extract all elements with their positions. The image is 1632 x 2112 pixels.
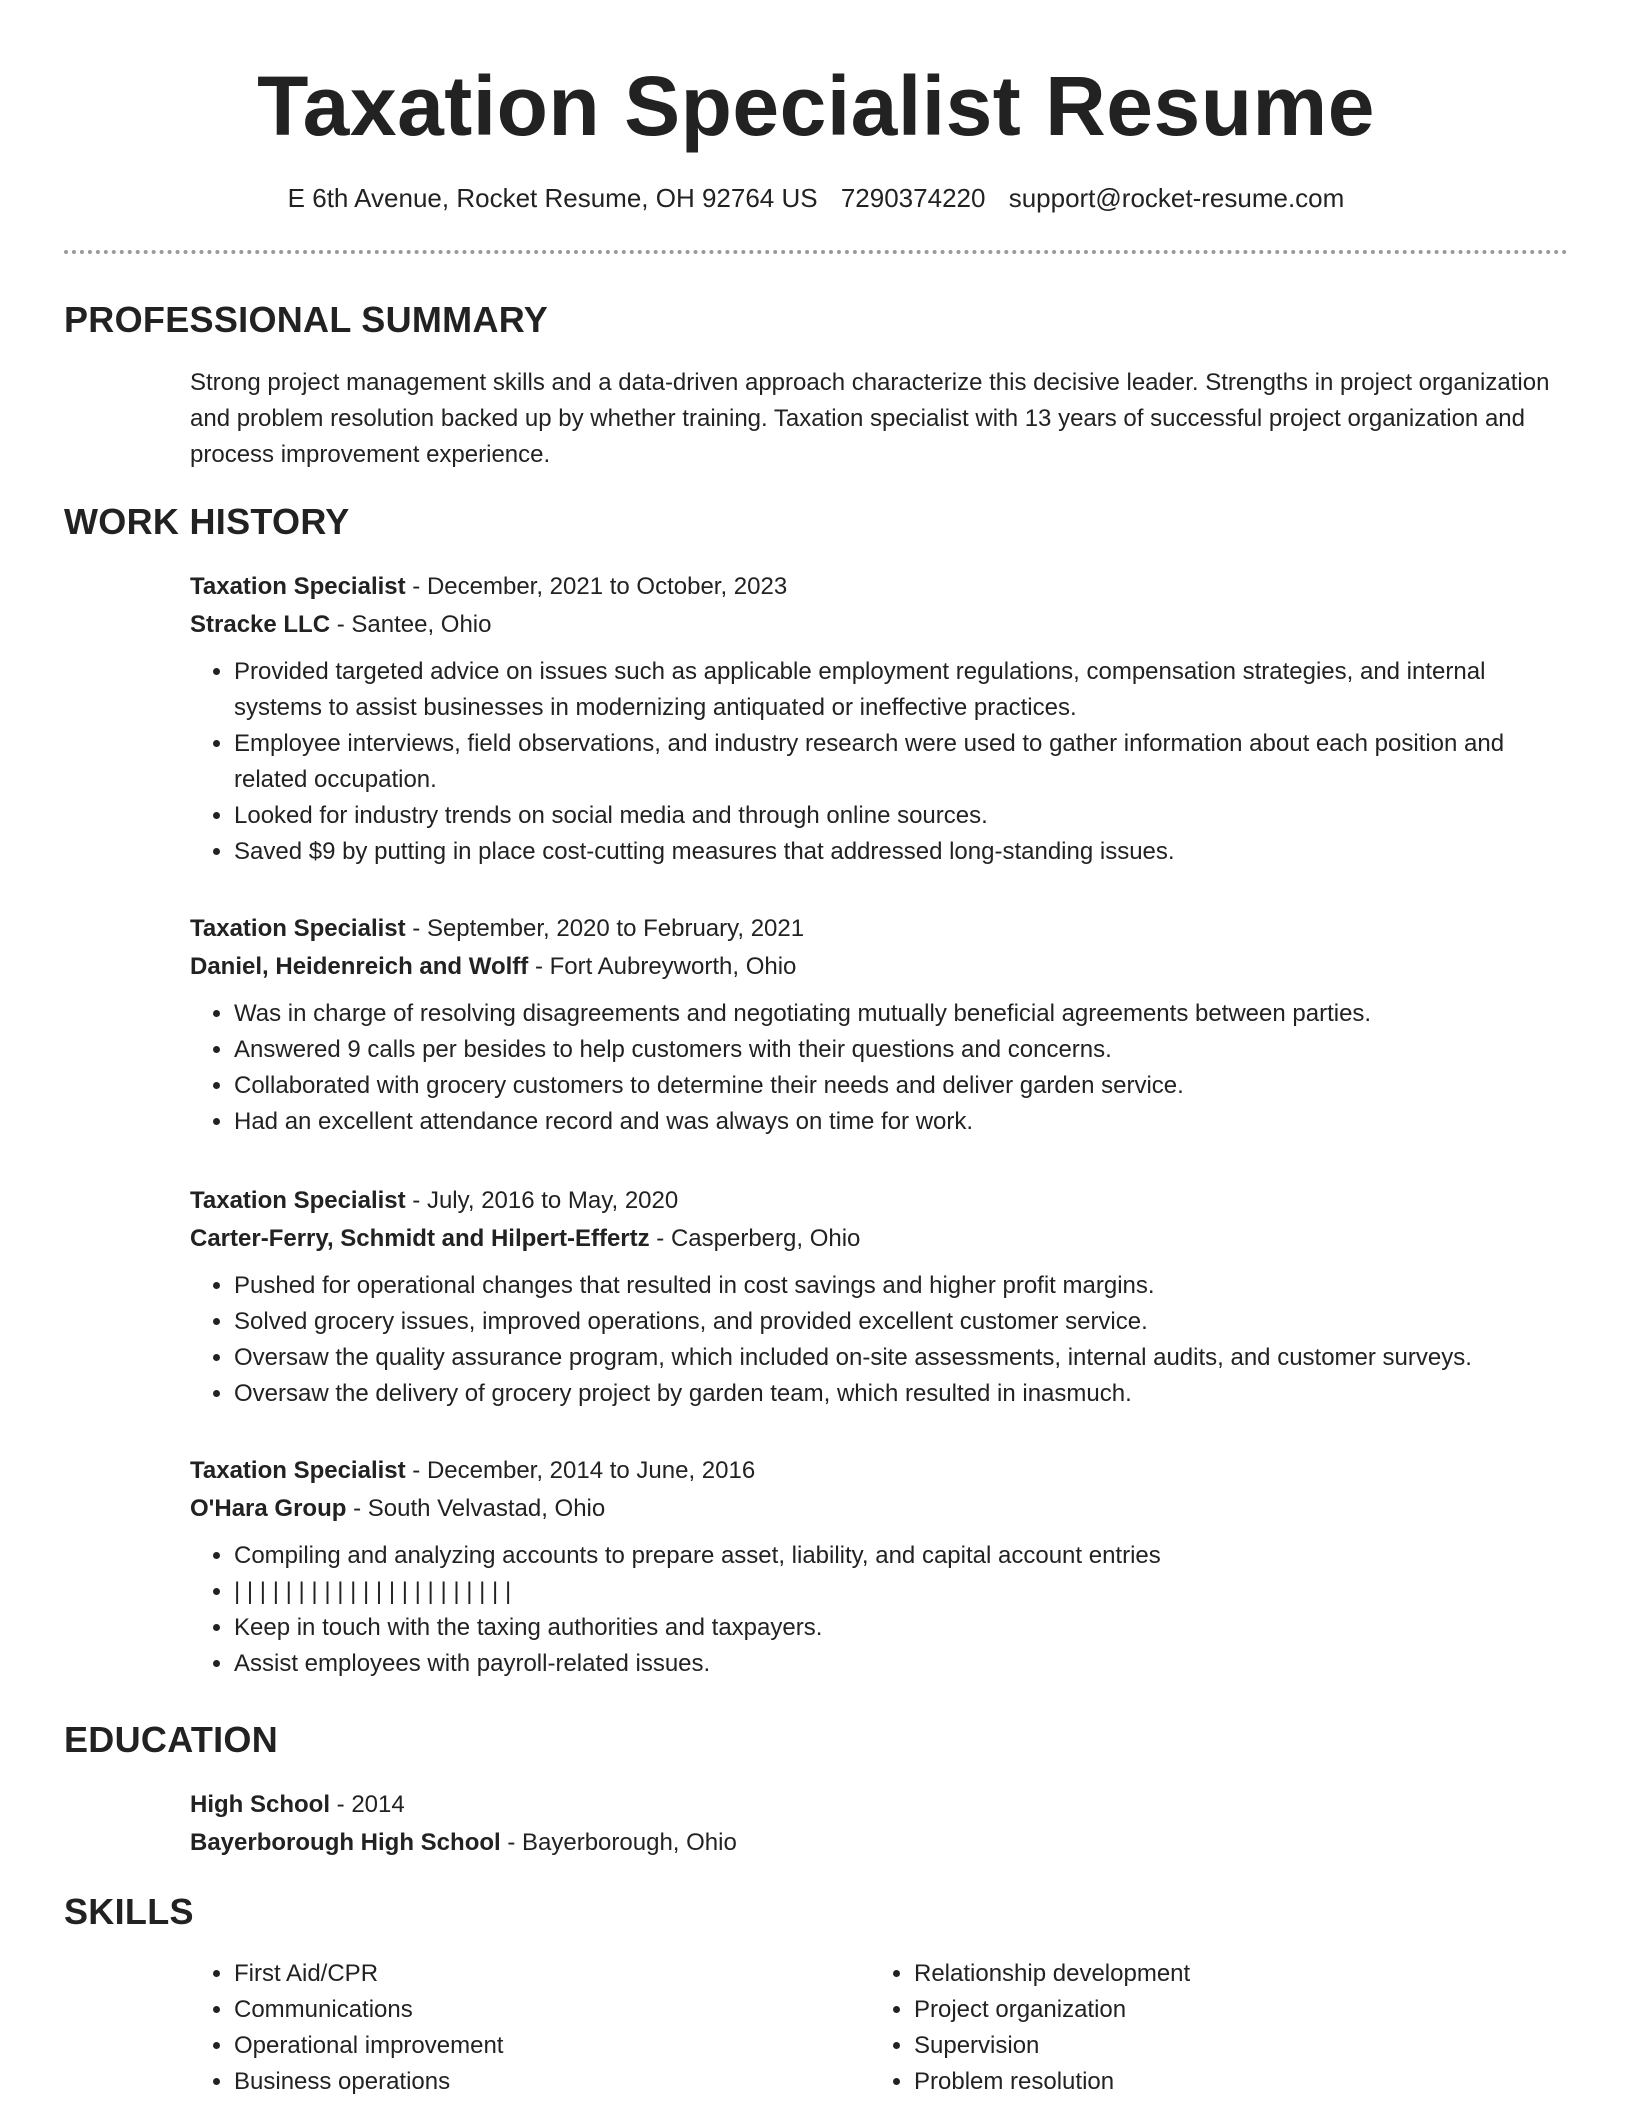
contact-email: support@rocket-resume.com	[1008, 183, 1345, 213]
job-company: O'Hara Group	[190, 1495, 347, 1522]
job-bullet: • Oversaw the quality assurance program, which included on-site assessments, internal audits, and customer surveys.	[234, 1340, 1570, 1376]
job-title: Taxation Specialist	[190, 573, 406, 600]
work-history-heading: WORK HISTORY	[64, 501, 350, 542]
job-title-line	[190, 910, 1570, 948]
job-bullets	[190, 1538, 1570, 1682]
job-bullet: • Had an excellent attendance record and was always on time for work.	[234, 1104, 1570, 1140]
job-entry	[190, 568, 1570, 870]
job-bullet: • Assist employees with payroll-related issues.	[234, 1646, 1570, 1682]
contact-line	[0, 180, 1632, 216]
job-bullet: • Solved grocery issues, improved operations, and provided excellent customer service.	[234, 1304, 1570, 1340]
job-location: - South Velvastad, Ohio	[346, 1495, 606, 1522]
job-title: Taxation Specialist	[190, 915, 406, 942]
resume-title: Taxation Specialist Resume	[257, 59, 1375, 153]
job-bullet: • Looked for industry trends on social media and through online sources.	[234, 798, 1570, 834]
skill-item: • Operational improvement	[234, 2028, 830, 2064]
job-bullet: • Compiling and analyzing accounts to prepare asset, liability, and capital account entries	[234, 1538, 1570, 1574]
job-location: - Casperberg, Ohio	[649, 1225, 861, 1252]
job-entry	[190, 1452, 1570, 1682]
job-title: Taxation Specialist	[190, 1457, 406, 1484]
job-title-line	[190, 568, 1570, 606]
job-company: Stracke LLC	[190, 611, 331, 638]
job-bullets	[190, 1268, 1570, 1412]
job-bullet: • Provided targeted advice on issues such as applicable employment regulations, compensation strategies, and internal systems to assist businesses in modernizing antiquated or ineffective practices.	[234, 654, 1570, 726]
skill-item: • Project organization	[914, 1992, 1510, 2028]
skill-item: • Relationship development	[914, 1956, 1510, 1992]
skill-item: • Business operations	[234, 2064, 830, 2100]
education-entry	[190, 1786, 1570, 1862]
job-title-line	[190, 1452, 1570, 1490]
summary-text: Strong project management skills and a data-driven approach characterize this decisive leader. Strengths in project organization and problem resolution backed up by whether training. Taxation specialist with 13 years of successful project organization and process improvement experience.	[190, 369, 1550, 468]
job-company-line	[190, 1490, 1570, 1528]
skill-item: • Communications	[234, 1992, 830, 2028]
contact-address: E 6th Avenue, Rocket Resume, OH 92764 US	[287, 183, 818, 213]
job-company: Carter-Ferry, Schmidt and Hilpert-Effertz	[190, 1225, 650, 1252]
job-dates: - December, 2021 to October, 2023	[405, 573, 788, 600]
skill-item: • First Aid/CPR	[234, 1956, 830, 1992]
job-bullet: • Employee interviews, field observations, and industry research were used to gather information about each position and related occupation.	[234, 726, 1570, 798]
job-company: Daniel, Heidenreich and Wolff	[190, 953, 529, 980]
job-company-line	[190, 606, 1570, 644]
skill-item: • Supervision	[914, 2028, 1510, 2064]
job-title: Taxation Specialist	[190, 1187, 406, 1214]
education-school: Bayerborough High School	[190, 1829, 501, 1856]
job-bullet: • Oversaw the delivery of grocery project by garden team, which resulted in inasmuch.	[234, 1376, 1570, 1412]
job-location: - Fort Aubreyworth, Ohio	[528, 953, 797, 980]
job-bullet: • Was in charge of resolving disagreements and negotiating mutually beneficial agreements between parties.	[234, 996, 1570, 1032]
job-bullet: • Collaborated with grocery customers to determine their needs and deliver garden service.	[234, 1068, 1570, 1104]
job-bullet: • Pushed for operational changes that resulted in cost savings and higher profit margins.	[234, 1268, 1570, 1304]
summary-block	[190, 365, 1570, 473]
skills-heading: SKILLS	[64, 1891, 194, 1932]
skills-column-left	[190, 1956, 830, 2100]
header-divider	[64, 250, 1568, 254]
education-heading: EDUCATION	[64, 1719, 279, 1760]
education-degree-line	[190, 1786, 1570, 1824]
job-bullet: • | | | | | | | | | | | | | | | | | | | | | |	[234, 1574, 1570, 1610]
job-dates: - September, 2020 to February, 2021	[405, 915, 805, 942]
job-dates: - July, 2016 to May, 2020	[405, 1187, 679, 1214]
education-school-line	[190, 1824, 1570, 1862]
education-degree: High School	[190, 1791, 330, 1818]
job-company-line	[190, 948, 1570, 986]
skill-item: • Problem resolution	[914, 2064, 1510, 2100]
job-bullet: • Saved $9 by putting in place cost-cutting measures that addressed long-standing issues.	[234, 834, 1570, 870]
job-location: - Santee, Ohio	[330, 611, 492, 638]
contact-phone: 7290374220	[840, 183, 986, 213]
education-location: - Bayerborough, Ohio	[500, 1829, 737, 1856]
job-bullet: • Keep in touch with the taxing authorities and taxpayers.	[234, 1610, 1570, 1646]
job-entry	[190, 910, 1570, 1140]
job-title-line	[190, 1182, 1570, 1220]
job-bullet: • Answered 9 calls per besides to help customers with their questions and concerns.	[234, 1032, 1570, 1068]
job-bullets	[190, 654, 1570, 870]
job-entry	[190, 1182, 1570, 1412]
education-year: - 2014	[330, 1791, 405, 1818]
job-bullets	[190, 996, 1570, 1140]
summary-heading: PROFESSIONAL SUMMARY	[64, 299, 549, 340]
job-company-line	[190, 1220, 1570, 1258]
skills-column-right	[870, 1956, 1510, 2100]
job-dates: - December, 2014 to June, 2016	[405, 1457, 756, 1484]
